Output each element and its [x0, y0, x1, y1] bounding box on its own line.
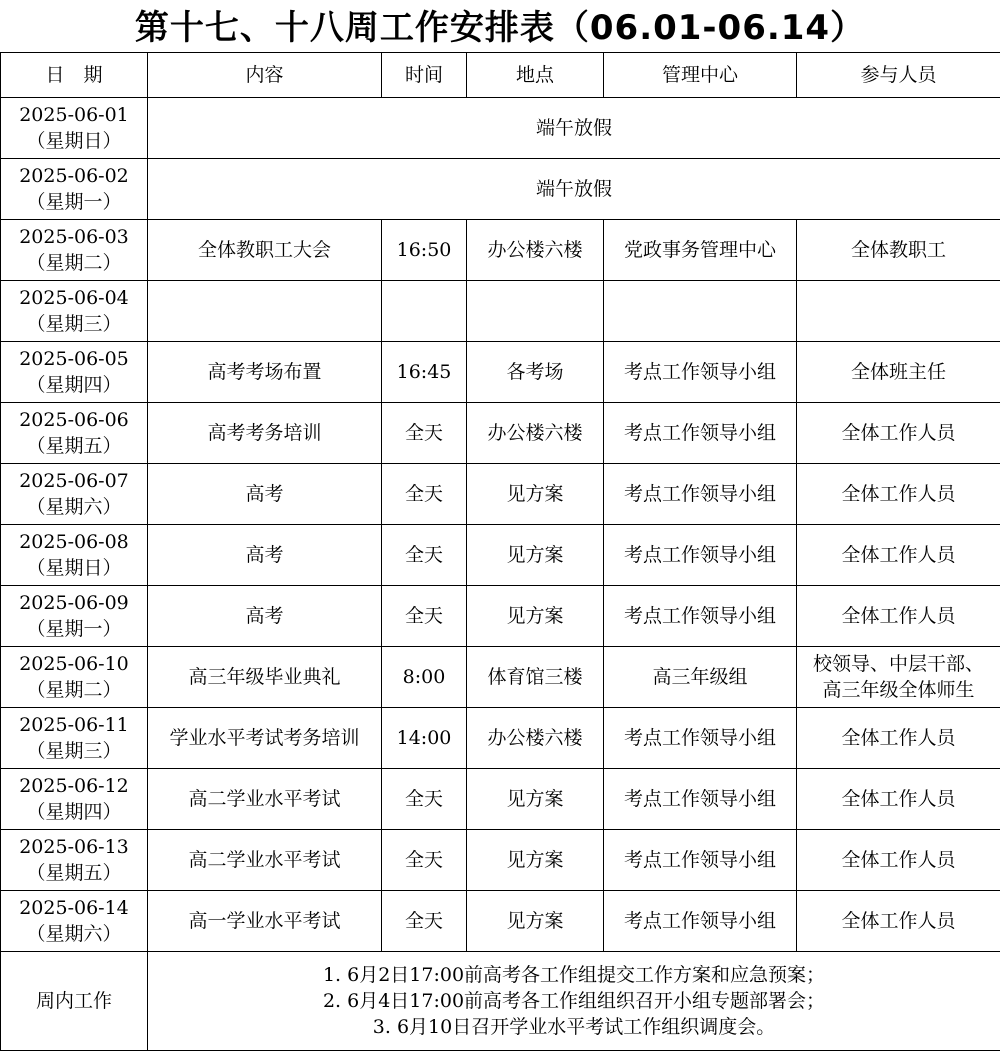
content-cell: 高考: [148, 464, 382, 525]
time-cell: 全天: [382, 769, 467, 830]
date-cell: [1, 159, 148, 220]
header-location: 地点: [467, 53, 604, 98]
date-text: 2025-06-12: [19, 775, 129, 797]
location-cell: [467, 281, 604, 342]
center-cell: 考点工作领导小组: [604, 769, 797, 830]
location-cell: 各考场: [467, 342, 604, 403]
weekly-item: 1. 6月2日17:00前高考各工作组提交工作方案和应急预案；: [322, 964, 826, 986]
center-cell: [604, 281, 797, 342]
header-center: 管理中心: [604, 53, 797, 98]
location-cell: 见方案: [467, 769, 604, 830]
center-cell: 考点工作领导小组: [604, 525, 797, 586]
location-cell: 办公楼六楼: [467, 220, 604, 281]
time-cell: 全天: [382, 464, 467, 525]
date-cell: [1, 220, 148, 281]
date-cell: [1, 403, 148, 464]
date-text: 2025-06-02: [19, 165, 129, 187]
center-cell: 考点工作领导小组: [604, 891, 797, 952]
content-cell: 学业水平考试考务培训: [148, 708, 382, 769]
table-row: [1, 159, 1000, 220]
time-cell: 全天: [382, 586, 467, 647]
header-row: [1, 53, 1000, 98]
time-cell: 全天: [382, 891, 467, 952]
content-cell: [148, 281, 382, 342]
date-cell: [1, 342, 148, 403]
time-cell: 全天: [382, 525, 467, 586]
table-row: [1, 464, 1000, 525]
schedule-body: [1, 98, 1000, 1051]
weekday-text: （星期四）: [26, 374, 122, 396]
date-text: 2025-06-09: [19, 592, 129, 614]
participants-cell: 全体工作人员: [797, 891, 1000, 952]
center-cell: 党政事务管理中心: [604, 220, 797, 281]
weekday-text: （星期三）: [26, 740, 122, 762]
location-cell: 见方案: [467, 891, 604, 952]
weekday-text: （星期一）: [26, 191, 122, 213]
participants-cell: 全体工作人员: [797, 708, 1000, 769]
date-cell: [1, 891, 148, 952]
weekly-item: 3. 6月10日召开学业水平考试工作组织调度会。: [372, 1016, 776, 1038]
participants-cell: 全体班主任: [797, 342, 1000, 403]
center-cell: 高三年级组: [604, 647, 797, 708]
participants-line: 校领导、中层干部、: [812, 653, 984, 675]
schedule-table: [0, 52, 1000, 1051]
date-cell: [1, 769, 148, 830]
weekday-text: （星期日）: [26, 557, 122, 579]
date-text: 2025-06-14: [19, 897, 129, 919]
time-cell: 全天: [382, 403, 467, 464]
content-cell: 高考: [148, 586, 382, 647]
weekday-text: （星期五）: [26, 862, 122, 884]
date-cell: [1, 708, 148, 769]
center-cell: 考点工作领导小组: [604, 342, 797, 403]
location-cell: 见方案: [467, 464, 604, 525]
header-time: 时间: [382, 53, 467, 98]
center-cell: 考点工作领导小组: [604, 830, 797, 891]
participants-cell: 全体工作人员: [797, 586, 1000, 647]
content-cell: 高二学业水平考试: [148, 830, 382, 891]
time-cell: 14:00: [382, 708, 467, 769]
location-cell: 体育馆三楼: [467, 647, 604, 708]
participants-cell: 全体工作人员: [797, 464, 1000, 525]
weekday-text: （星期五）: [26, 435, 122, 457]
table-row: [1, 647, 1000, 708]
weekly-item: 2. 6月4日17:00前高考各工作组组织召开小组专题部署会；: [322, 990, 826, 1012]
weekday-text: （星期三）: [26, 313, 122, 335]
date-text: 2025-06-08: [19, 531, 129, 553]
date-text: 2025-06-03: [19, 226, 129, 248]
content-cell: 全体教职工大会: [148, 220, 382, 281]
weekday-text: （星期六）: [26, 496, 122, 518]
location-cell: 见方案: [467, 830, 604, 891]
content-cell: 高一学业水平考试: [148, 891, 382, 952]
weekday-text: （星期日）: [26, 130, 122, 152]
participants-cell: [797, 281, 1000, 342]
content-cell: 高考: [148, 525, 382, 586]
date-text: 2025-06-06: [19, 409, 129, 431]
time-cell: 16:50: [382, 220, 467, 281]
date-cell: [1, 830, 148, 891]
location-cell: 见方案: [467, 525, 604, 586]
table-row: [1, 769, 1000, 830]
header-participants: 参与人员: [797, 53, 1000, 98]
weekly-notes: [148, 952, 1000, 1051]
participants-cell: [797, 647, 1000, 708]
content-cell: 高二学业水平考试: [148, 769, 382, 830]
weekday-text: （星期四）: [26, 801, 122, 823]
center-cell: 考点工作领导小组: [604, 464, 797, 525]
time-cell: [382, 281, 467, 342]
weekday-text: （星期二）: [26, 679, 122, 701]
participants-line: 高三年级全体师生: [822, 679, 975, 701]
table-row: [1, 98, 1000, 159]
table-row: [1, 342, 1000, 403]
date-cell: [1, 464, 148, 525]
header-date: 日 期: [1, 53, 148, 98]
table-row: [1, 708, 1000, 769]
weekday-text: （星期六）: [26, 923, 122, 945]
date-text: 2025-06-07: [19, 470, 129, 492]
weekday-text: （星期二）: [26, 252, 122, 274]
content-cell: 高考考务培训: [148, 403, 382, 464]
location-cell: 见方案: [467, 586, 604, 647]
date-cell: [1, 281, 148, 342]
participants-cell: 全体工作人员: [797, 830, 1000, 891]
date-text: 2025-06-10: [19, 653, 129, 675]
table-row: [1, 586, 1000, 647]
date-text: 2025-06-13: [19, 836, 129, 858]
center-cell: 考点工作领导小组: [604, 586, 797, 647]
date-text: 2025-06-05: [19, 348, 129, 370]
table-row: [1, 220, 1000, 281]
center-cell: 考点工作领导小组: [604, 403, 797, 464]
holiday-cell: 端午放假: [148, 98, 1000, 159]
weekday-text: （星期一）: [26, 618, 122, 640]
date-text: 2025-06-01: [19, 104, 129, 126]
participants-cell: 全体工作人员: [797, 403, 1000, 464]
content-cell: 高考考场布置: [148, 342, 382, 403]
location-cell: 办公楼六楼: [467, 708, 604, 769]
holiday-cell: 端午放假: [148, 159, 1000, 220]
weekly-label: 周内工作: [1, 952, 148, 1051]
date-cell: [1, 647, 148, 708]
page-title: 第十七、十八周工作安排表（06.01-06.14）: [134, 8, 866, 48]
time-cell: 8:00: [382, 647, 467, 708]
date-cell: [1, 525, 148, 586]
location-cell: 办公楼六楼: [467, 403, 604, 464]
header-content: 内容: [148, 53, 382, 98]
weekly-row: [1, 952, 1000, 1051]
participants-cell: 全体工作人员: [797, 769, 1000, 830]
date-cell: [1, 586, 148, 647]
time-cell: 全天: [382, 830, 467, 891]
content-cell: 高三年级毕业典礼: [148, 647, 382, 708]
date-text: 2025-06-04: [19, 287, 129, 309]
table-row: [1, 891, 1000, 952]
table-row: [1, 403, 1000, 464]
participants-cell: 全体教职工: [797, 220, 1000, 281]
table-row: [1, 525, 1000, 586]
center-cell: 考点工作领导小组: [604, 708, 797, 769]
date-text: 2025-06-11: [19, 714, 129, 736]
date-cell: [1, 98, 148, 159]
table-row: [1, 830, 1000, 891]
time-cell: 16:45: [382, 342, 467, 403]
table-row: [1, 281, 1000, 342]
participants-cell: 全体工作人员: [797, 525, 1000, 586]
